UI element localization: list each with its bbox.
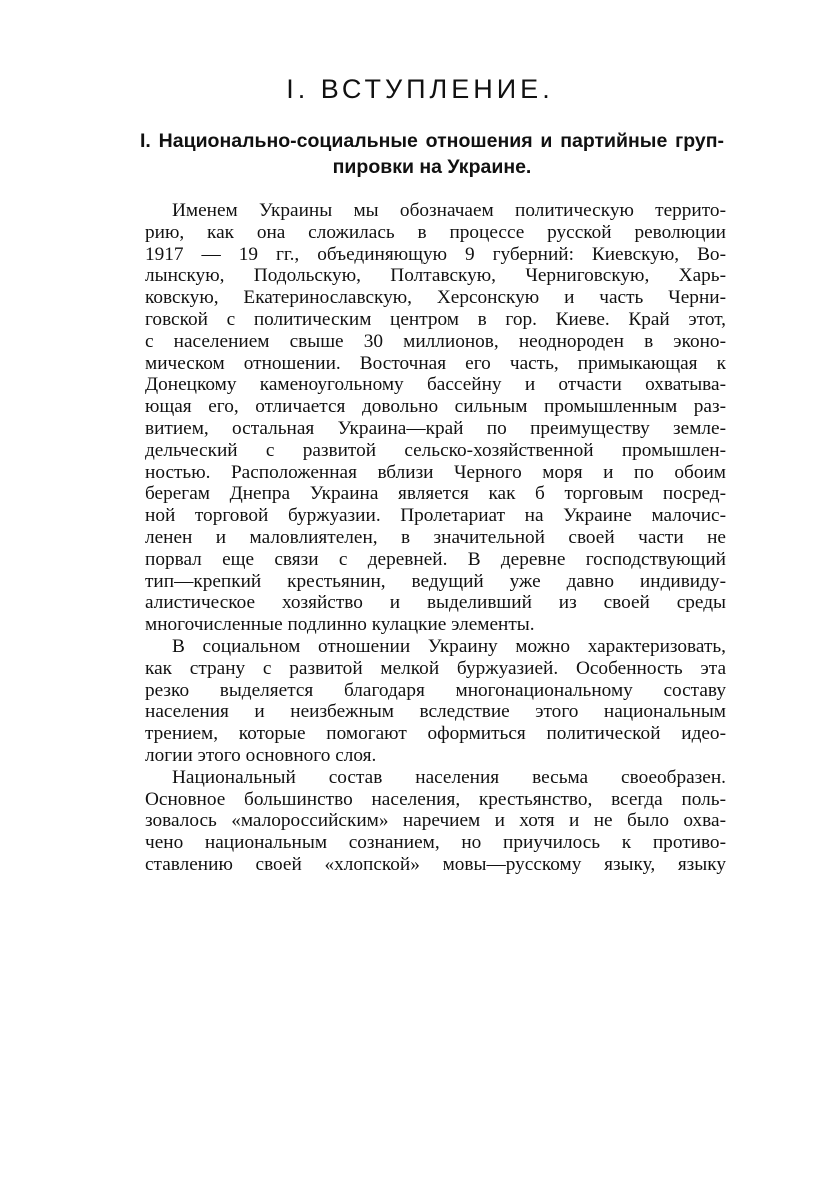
text-line: говской с политическим центром в гор. Киеве. Край этот, (145, 308, 726, 330)
text-line: трением, которые помогают оформиться политической идео- (145, 723, 726, 745)
text-line: алистическое хозяйство и выделивший из своей среды (145, 592, 726, 614)
text-line: 1917 — 19 гг., объединяющую 9 губерний: Киевскую, Во- (145, 243, 726, 265)
chapter-title: I. ВСТУПЛЕНИЕ. (286, 74, 554, 104)
text-line: дельческий с развитой сельско-хозяйственной промышлен- (145, 439, 726, 461)
text-line: многочисленные подлинно кулацкие элементы. (145, 614, 535, 636)
text-line: Национальный состав населения весьма своеобразен. (172, 766, 726, 788)
paragraph (145, 767, 726, 876)
text-line: берегам Днепра Украина является как б торговым посред- (145, 483, 726, 505)
text-line: тип—крепкий крестьянин, ведущий уже давно индивиду- (145, 570, 726, 592)
text-line: ющая его, отличается довольно сильным промышленным раз- (145, 396, 726, 418)
text-line: ностью. Расположенная вблизи Черного моря и по обоим (145, 461, 726, 483)
text-line: ковскую, Екатеринославскую, Херсонскую и часть Черни- (145, 287, 726, 309)
text-line: рию, как она сложилась в процессе русской революции (145, 221, 726, 243)
body-text (145, 200, 726, 876)
text-line: населения и неизбежным вследствие этого национальным (145, 701, 726, 723)
text-line: порвал еще связи с деревней. В деревне господствующий (145, 548, 726, 570)
section-title-line: I. Национально-социальные отношения и партийные груп- (140, 130, 724, 152)
text-line: зовалось «малороссийским» наречием и хотя и не было охва- (145, 810, 726, 832)
text-line: мическом отношении. Восточная его часть, примыкающая к (145, 352, 726, 374)
text-line: логии этого основного слоя. (145, 744, 377, 766)
section-title (140, 128, 724, 180)
text-line: резко выделяется благодаря многонациональному составу (145, 679, 726, 701)
paragraph (145, 636, 726, 767)
text-line: Именем Украины мы обозначаем политическую террито- (172, 200, 726, 221)
text-line: ставлению своей «хлопской» мовы—русскому языку, языку (145, 853, 726, 875)
text-line: Донецкому каменоугольному бассейну и отчасти охватыва- (145, 374, 726, 396)
text-line: Основное большинство населения, крестьянство, всегда поль- (145, 788, 726, 810)
text-line: как страну с развитой мелкой буржуазией. Особенность эта (145, 657, 726, 679)
text-line: ной торговой буржуазии. Пролетариат на Украине малочис- (145, 505, 726, 527)
text-line: ленен и маловлиятелен, в значительной своей части не (145, 526, 726, 548)
paragraph (145, 200, 726, 636)
text-line: В социальном отношении Украину можно характеризовать, (172, 635, 726, 657)
text-line: витием, остальная Украина—край по преимуществу земле- (145, 417, 726, 439)
text-line: с населением свыше 30 миллионов, неоднороден в эконо- (145, 330, 726, 352)
section-title-line: пировки на Украине. (332, 156, 532, 178)
text-line: лынскую, Подольскую, Полтавскую, Черниговскую, Харь- (145, 265, 726, 287)
text-line: чено национальным сознанием, но приучилось к противо- (145, 832, 726, 854)
